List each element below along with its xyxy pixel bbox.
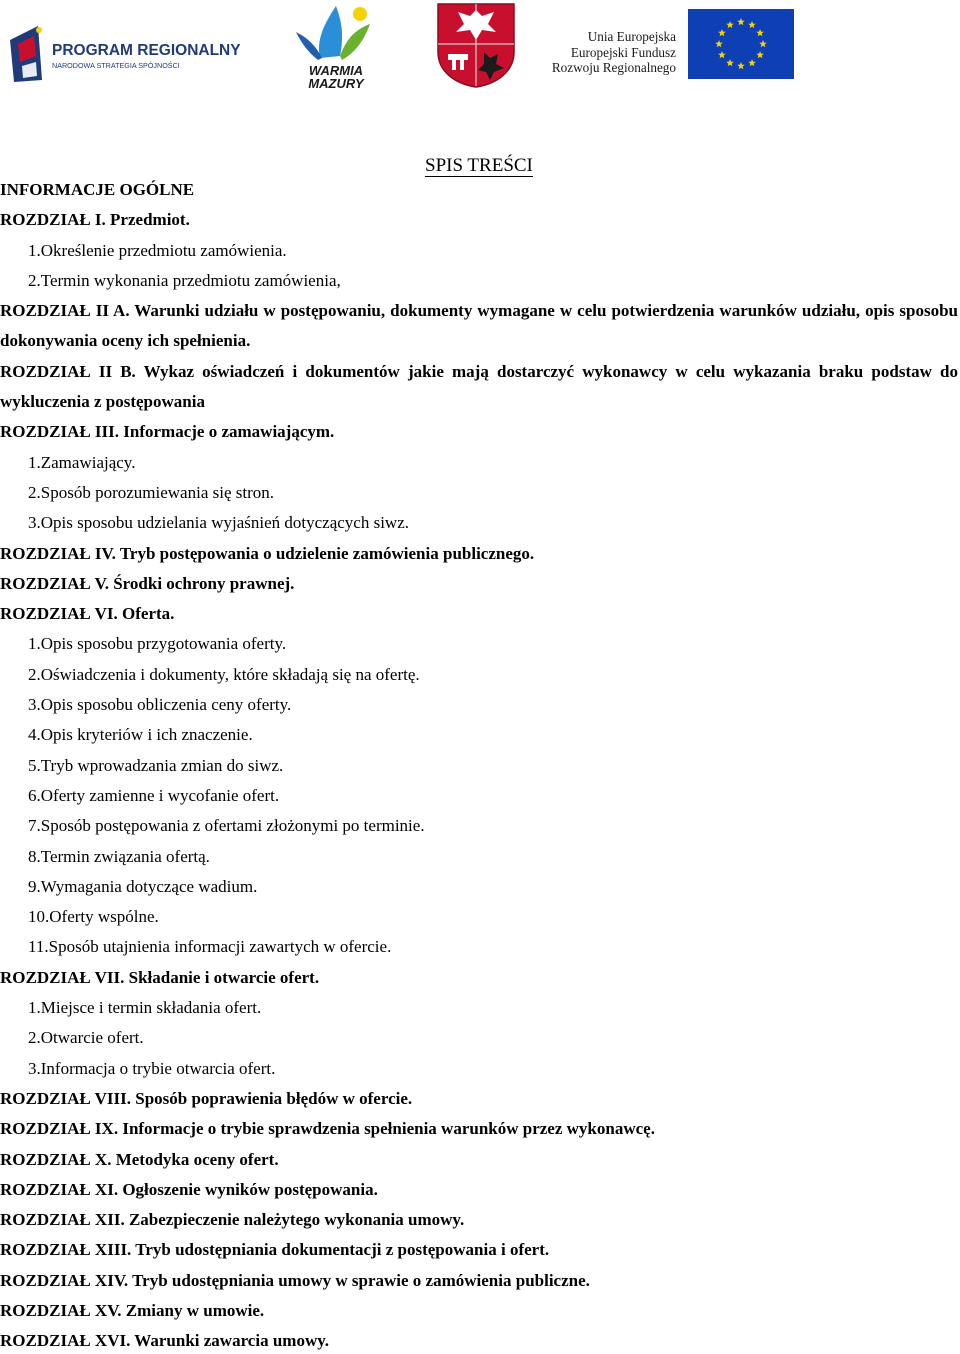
eu-text-line: Europejski Fundusz	[570, 44, 676, 60]
toc-subsection-item: 7.Sposób postępowania z ofertami złożonymi po terminie.	[28, 816, 425, 836]
toc-chapter-heading: ROZDZIAŁ XIV. Tryb udostępniania umowy w sprawie o zamówienia publiczne.	[0, 1270, 590, 1290]
toc-chapter-heading: INFORMACJE OGÓLNE	[0, 180, 195, 199]
toc-subsection-item: 3.Informacja o trybie otwarcia ofert.	[28, 1058, 276, 1078]
toc-subsection-item: 2.Oświadczenia i dokumenty, które składają się na ofertę.	[28, 664, 420, 684]
toc-subsection-item: 8.Termin związania ofertą.	[28, 846, 210, 866]
warmia-mazury-logo	[290, 0, 382, 92]
eu-text-line: Rozwoju Regionalnego	[551, 60, 676, 76]
toc-chapter-heading: ROZDZIAŁ V. Środki ochrony prawnej.	[0, 573, 295, 593]
eu-flag	[688, 9, 794, 79]
warmia-logo-line2: MAZURY	[308, 76, 364, 91]
toc-subsection-item: 1.Miejsce i termin składania ofert.	[28, 998, 262, 1018]
toc-chapter-heading: ROZDZIAŁ II A. Warunki udziału w postępowaniu, dokumenty wymagane w celu potwierdzenia warunków udziału, opis sposobu dokonywania oceny ich spełnienia.	[0, 301, 958, 351]
table-of-contents	[0, 175, 960, 1354]
toc-title-text: SPIS TREŚCI	[425, 155, 533, 176]
toc-chapter-heading: ROZDZIAŁ IX. Informacje o trybie sprawdzenia spełnienia warunków przez wykonawcę.	[0, 1119, 655, 1139]
program-logo-subtitle: NARODOWA STRATEGIA SPÓJNOŚCI	[52, 61, 180, 70]
program-logo-title: PROGRAM REGIONALNY	[52, 42, 240, 59]
warmia-mazury-logo-icon	[290, 0, 382, 92]
toc-subsection-item: 6.Oferty zamienne i wycofanie ofert.	[28, 785, 280, 805]
toc-subsection-item: 2.Otwarcie ofert.	[28, 1028, 144, 1048]
toc-chapter-heading: ROZDZIAŁ XV. Zmiany w umowie.	[0, 1300, 265, 1320]
toc-chapter-heading: ROZDZIAŁ VI. Oferta.	[0, 604, 175, 624]
toc-chapter-heading: ROZDZIAŁ XVI. Warunki zawarcia umowy.	[0, 1331, 330, 1351]
warmia-logo-line1: WARMIA	[308, 63, 364, 78]
toc-subsection-item: 2.Sposób porozumiewania się stron.	[28, 482, 274, 502]
toc-subsection-item: 1.Zamawiający.	[28, 452, 136, 472]
toc-chapter-heading: ROZDZIAŁ XI. Ogłoszenie wyników postępowania.	[0, 1179, 378, 1199]
toc-subsection-item: 4.Opis kryteriów i ich znaczenie.	[28, 725, 253, 745]
coat-of-arms	[436, 2, 516, 88]
toc-subsection-item: 3.Opis sposobu obliczenia ceny oferty.	[28, 695, 292, 715]
toc-chapter-heading: ROZDZIAŁ X. Metodyka oceny ofert.	[0, 1149, 279, 1169]
toc-chapter-heading: ROZDZIAŁ VII. Składanie i otwarcie ofert.	[0, 967, 320, 987]
coat-of-arms-eagle-icon	[436, 2, 516, 88]
toc-subsection-item: 10.Oferty wspólne.	[28, 907, 159, 927]
eu-flag-icon	[688, 9, 794, 79]
toc-subsection-item: 2.Termin wykonania przedmiotu zamówienia,	[28, 270, 341, 290]
toc-subsection-item: 1.Opis sposobu przygotowania oferty.	[28, 634, 287, 654]
toc-subsection-item: 11.Sposób utajnienia informacji zawartych w ofercie.	[28, 937, 392, 957]
toc-subsection-item: 9.Wymagania dotyczące wadium.	[28, 876, 258, 896]
toc-chapter-heading: ROZDZIAŁ IV. Tryb postępowania o udzielenie zamówienia publicznego.	[0, 543, 535, 563]
toc-subsection-item: 1.Określenie przedmiotu zamówienia.	[28, 240, 287, 260]
toc-chapter-heading: ROZDZIAŁ I. Przedmiot.	[0, 210, 190, 230]
toc-subsection-item: 5.Tryb wprowadzania zmian do siwz.	[28, 755, 284, 775]
toc-chapter-heading: ROZDZIAŁ III. Informacje o zamawiającym.	[0, 422, 335, 442]
eu-fund-text	[544, 29, 676, 76]
toc-subsection-item: 3.Opis sposobu udzielania wyjaśnień dotyczących siwz.	[28, 513, 409, 533]
program-regionalny-logo	[8, 22, 240, 86]
eu-text-line: Unia Europejska	[587, 29, 676, 44]
toc-chapter-heading: ROZDZIAŁ XIII. Tryb udostępniania dokumentacji z postępowania i ofert.	[0, 1240, 550, 1260]
toc-chapter-heading: ROZDZIAŁ VIII. Sposób poprawienia błędów w ofercie.	[0, 1088, 413, 1108]
toc-chapter-heading: ROZDZIAŁ XII. Zabezpieczenie należytego wykonania umowy.	[0, 1210, 465, 1230]
toc-chapter-heading: ROZDZIAŁ II B. Wykaz oświadczeń i dokumentów jakie mają dostarczyć wykonawcy w celu wykazania braku podstaw do wykluczenia z postępowania	[0, 361, 958, 412]
program-regionalny-flag-icon	[8, 22, 240, 86]
